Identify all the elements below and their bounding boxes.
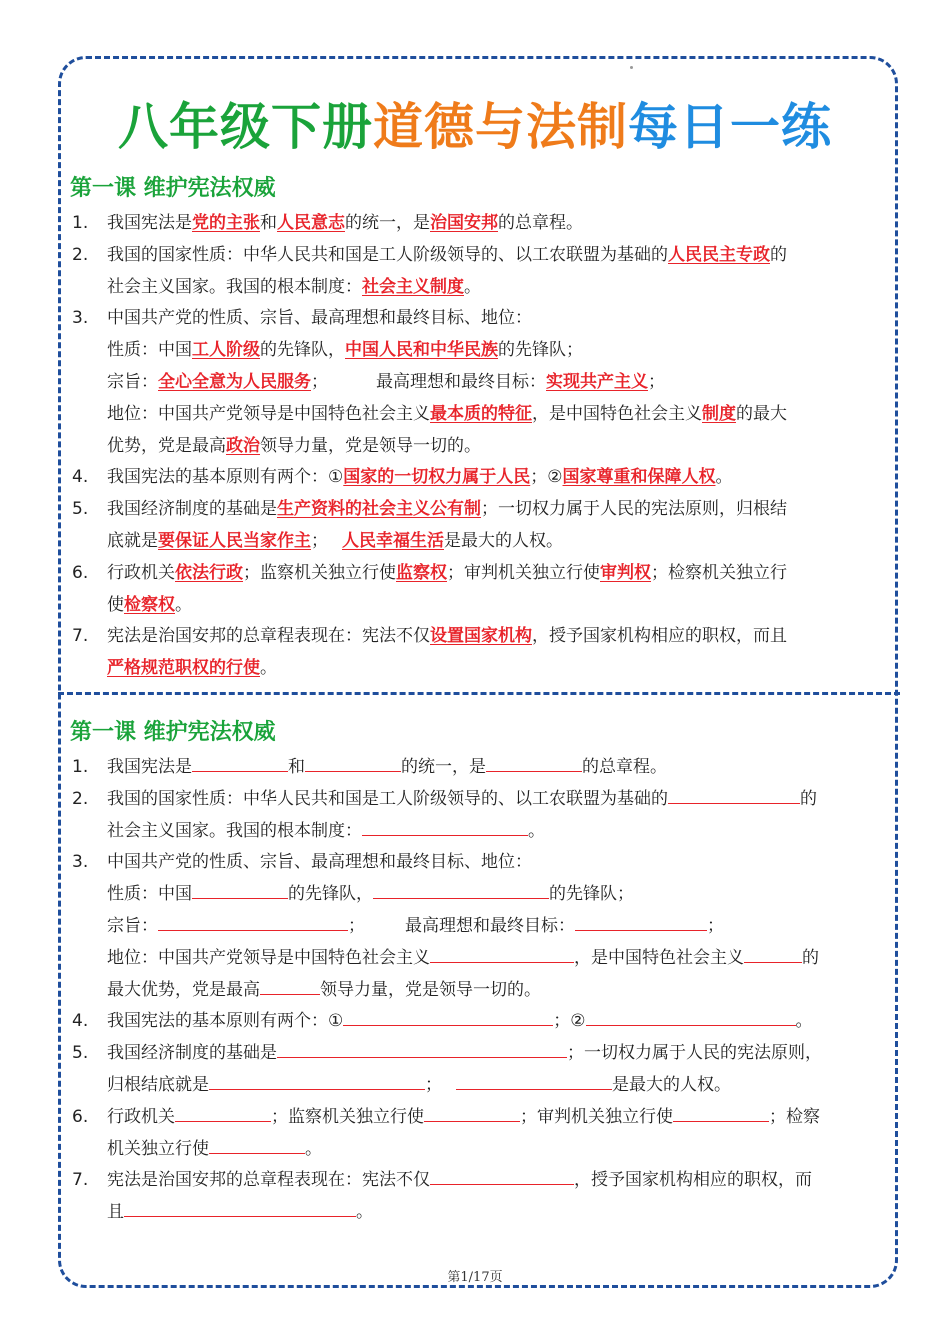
exercise-item-1 xyxy=(70,752,890,784)
item-number: 1. xyxy=(72,757,89,777)
text: 的 xyxy=(800,788,817,809)
text: ；检察 xyxy=(769,1106,820,1127)
fill-blank[interactable] xyxy=(192,753,288,772)
text: 的先锋队， xyxy=(288,884,373,905)
answer-key: 工人阶级 xyxy=(192,340,260,361)
answer-key: 制度 xyxy=(702,403,736,424)
text: 最高理想和最终目标： xyxy=(405,915,575,936)
text: 我国的国家性质：中华人民共和国是工人阶级领导的、以工农联盟为基础的 xyxy=(107,244,668,265)
fill-blank[interactable] xyxy=(305,753,401,772)
text: ； xyxy=(311,530,328,551)
text: 机关独立行使 xyxy=(107,1138,209,1159)
text: 我国经济制度的基础是 xyxy=(107,1043,277,1064)
text: 中国共产党的性质、宗旨、最高理想和最终目标、地位： xyxy=(107,852,532,873)
text: ；监察机关独立行使 xyxy=(271,1106,424,1127)
exercise-item-3 xyxy=(70,847,890,1006)
text: 中国共产党的性质、宗旨、最高理想和最终目标、地位： xyxy=(107,308,532,329)
text: 我国宪法的基本原则有两个：① xyxy=(107,1011,344,1032)
text: 我国的国家性质：中华人民共和国是工人阶级领导的、以工农联盟为基础的 xyxy=(107,788,668,809)
text: 的 xyxy=(802,947,819,968)
answer-key: 生产资料的社会主义公有制 xyxy=(277,499,481,520)
fill-blank[interactable] xyxy=(124,1198,356,1217)
fill-blank[interactable] xyxy=(192,880,288,899)
answer-key: 实现共产主义 xyxy=(546,371,648,392)
text: 地位：中国共产党领导是中国特色社会主义 xyxy=(107,403,430,424)
text: 。 xyxy=(528,820,545,841)
text: ，是中国特色社会主义 xyxy=(574,947,744,968)
text: ；审判机关独立行使 xyxy=(520,1106,673,1127)
exercise-item-4 xyxy=(70,1006,890,1038)
fill-blank[interactable] xyxy=(260,976,320,995)
text: ； xyxy=(707,915,724,936)
text: 行政机关 xyxy=(107,1106,175,1127)
answer-key: 严格规范职权的行使 xyxy=(107,658,260,679)
exercise-item-7 xyxy=(70,1165,890,1229)
answer-key: 国家尊重和保障人权 xyxy=(562,467,716,488)
text: 领导力量，党是领导一切的。 xyxy=(260,435,481,456)
answer-key: 审判权 xyxy=(600,562,651,583)
text: ；② xyxy=(530,467,563,488)
answer-key: 政治 xyxy=(226,435,260,456)
fill-blank[interactable] xyxy=(277,1039,567,1058)
answer-key: 人民意志 xyxy=(277,213,345,233)
answer-section-heading: 第一课 维护宪法权威 xyxy=(70,176,276,201)
item-number: 5. xyxy=(72,1043,89,1064)
fill-blank[interactable] xyxy=(575,912,707,931)
text: ，是中国特色社会主义 xyxy=(532,403,702,424)
text: ； xyxy=(648,371,665,392)
fill-blank[interactable] xyxy=(343,1007,553,1026)
text: ，授予国家机构相应的职权，而 xyxy=(574,1170,812,1191)
text: 性质：中国 xyxy=(107,340,192,361)
text: 和 xyxy=(260,213,277,233)
answer-key: 中国人民和中华民族 xyxy=(345,340,498,361)
answer-item-6 xyxy=(70,558,890,622)
answer-key: 依法行政 xyxy=(175,562,243,583)
item-number: 5. xyxy=(72,499,89,520)
fill-blank[interactable] xyxy=(424,1103,520,1122)
exercise-section xyxy=(70,718,890,1229)
answer-key: 国家的一切权力属于人民 xyxy=(343,467,531,488)
text: ；② xyxy=(553,1011,586,1032)
text: 。 xyxy=(260,658,277,679)
text: 社会主义国家。我国的根本制度： xyxy=(107,820,362,841)
fill-blank[interactable] xyxy=(175,1103,271,1122)
item-number: 6. xyxy=(72,562,89,583)
text: ；监察机关独立行使 xyxy=(243,562,396,583)
item-number: 2. xyxy=(72,244,89,265)
item-number: 7. xyxy=(72,1170,89,1191)
answer-item-3 xyxy=(70,303,890,462)
text: ； xyxy=(425,1074,442,1095)
text: 地位：中国共产党领导是中国特色社会主义 xyxy=(107,947,430,968)
answer-key: 社会主义制度 xyxy=(362,276,464,297)
answer-key: 设置国家机构 xyxy=(430,626,532,647)
text: 。 xyxy=(175,594,192,615)
answer-key: 党的主张 xyxy=(192,213,260,233)
fill-blank[interactable] xyxy=(158,912,348,931)
text: 归根结底就是 xyxy=(107,1074,209,1095)
text: 宪法是治国安邦的总章程表现在：宪法不仅 xyxy=(107,1170,430,1191)
text: 。 xyxy=(795,1011,813,1032)
item-number: 7. xyxy=(72,626,89,647)
text: 我国经济制度的基础是 xyxy=(107,499,277,520)
text: 宪法是治国安邦的总章程表现在：宪法不仅 xyxy=(107,626,430,647)
title-part-grade: 八年级下册 xyxy=(118,98,373,156)
text: 最大优势，党是最高 xyxy=(107,979,260,1000)
answer-key: 人民幸福生活 xyxy=(342,530,444,551)
text: 的先锋队； xyxy=(498,340,583,361)
item-number: 4. xyxy=(72,467,89,488)
fill-blank[interactable] xyxy=(586,1007,796,1026)
fill-blank[interactable] xyxy=(362,817,528,836)
text: 的总章程。 xyxy=(498,213,583,233)
item-number: 4. xyxy=(72,1011,89,1032)
text: 且 xyxy=(107,1202,124,1223)
answer-item-1 xyxy=(70,208,890,240)
text: 的统一，是 xyxy=(345,213,430,233)
item-number: 2. xyxy=(72,788,89,809)
section-divider xyxy=(58,692,900,695)
text: 宗旨： xyxy=(107,371,158,392)
text: 优势，党是最高 xyxy=(107,435,226,456)
text: 的总章程。 xyxy=(582,757,667,777)
text: ； xyxy=(311,371,328,392)
answer-key: 最本质的特征 xyxy=(430,403,532,424)
answer-key: 全心全意为人民服务 xyxy=(158,371,311,392)
text: 是最大的人权。 xyxy=(612,1074,731,1095)
text: 的 xyxy=(770,244,787,265)
text: ；检察机关独立行 xyxy=(651,562,787,583)
text: 的最大 xyxy=(736,403,787,424)
fill-blank[interactable] xyxy=(744,944,802,963)
title-part-practice: 每日一练 xyxy=(628,98,832,156)
fill-blank[interactable] xyxy=(373,880,549,899)
item-number: 3. xyxy=(72,852,89,873)
text: ；审判机关独立行使 xyxy=(447,562,600,583)
text: 行政机关 xyxy=(107,562,175,583)
text: 。 xyxy=(305,1138,322,1159)
fill-blank[interactable] xyxy=(456,1071,612,1090)
text: 的先锋队； xyxy=(549,884,634,905)
answer-item-7 xyxy=(70,621,890,685)
text: 是最大的人权。 xyxy=(444,530,563,551)
text: 社会主义国家。我国的根本制度： xyxy=(107,276,362,297)
text: 宗旨： xyxy=(107,915,158,936)
answer-key: 检察权 xyxy=(124,594,175,615)
answer-section xyxy=(70,174,890,685)
item-number: 3. xyxy=(72,308,89,329)
answer-item-4 xyxy=(70,462,890,494)
text: 。 xyxy=(715,467,733,488)
answer-key: 监察权 xyxy=(396,562,447,583)
text: 性质：中国 xyxy=(107,884,192,905)
fill-blank[interactable] xyxy=(430,944,574,963)
answer-key: 治国安邦 xyxy=(430,213,498,233)
text: ，授予国家机构相应的职权，而且 xyxy=(532,626,787,647)
item-number: 1. xyxy=(72,213,89,233)
fill-blank[interactable] xyxy=(209,1135,305,1154)
text: 领导力量，党是领导一切的。 xyxy=(320,979,541,1000)
fill-blank[interactable] xyxy=(668,785,800,804)
page-title xyxy=(0,92,950,162)
text: ；一切权力属于人民的宪法原则， xyxy=(567,1043,822,1064)
answer-key: 人民民主专政 xyxy=(668,244,770,265)
fill-blank[interactable] xyxy=(209,1071,425,1090)
text: 我国宪法是 xyxy=(107,213,192,233)
text: 我国宪法的基本原则有两个：① xyxy=(107,467,344,488)
exercise-item-6 xyxy=(70,1102,890,1166)
answer-key: 要保证人民当家作主 xyxy=(158,530,311,551)
text: 最高理想和最终目标： xyxy=(376,371,546,392)
answer-item-2 xyxy=(70,240,890,304)
fill-blank[interactable] xyxy=(430,1166,574,1185)
exercise-section-heading: 第一课 维护宪法权威 xyxy=(70,720,276,745)
text: 。 xyxy=(464,276,481,297)
text: 的先锋队， xyxy=(260,340,345,361)
exercise-item-5 xyxy=(70,1038,890,1102)
text: 我国宪法是 xyxy=(107,757,192,777)
title-part-subject: 道德与法制 xyxy=(373,98,628,156)
speck xyxy=(630,66,633,69)
text: 的统一，是 xyxy=(401,757,486,777)
fill-blank[interactable] xyxy=(673,1103,769,1122)
text: 。 xyxy=(356,1202,373,1223)
text: 和 xyxy=(288,757,305,777)
text: 使 xyxy=(107,594,124,615)
answer-item-5 xyxy=(70,494,890,558)
text: ； xyxy=(348,915,365,936)
fill-blank[interactable] xyxy=(486,753,582,772)
page-number: 第1/17页 xyxy=(447,1270,503,1285)
item-number: 6. xyxy=(72,1106,89,1127)
text: ；一切权力属于人民的宪法原则，归根结 xyxy=(481,499,787,520)
text: 底就是 xyxy=(107,530,158,551)
exercise-item-2 xyxy=(70,784,890,848)
